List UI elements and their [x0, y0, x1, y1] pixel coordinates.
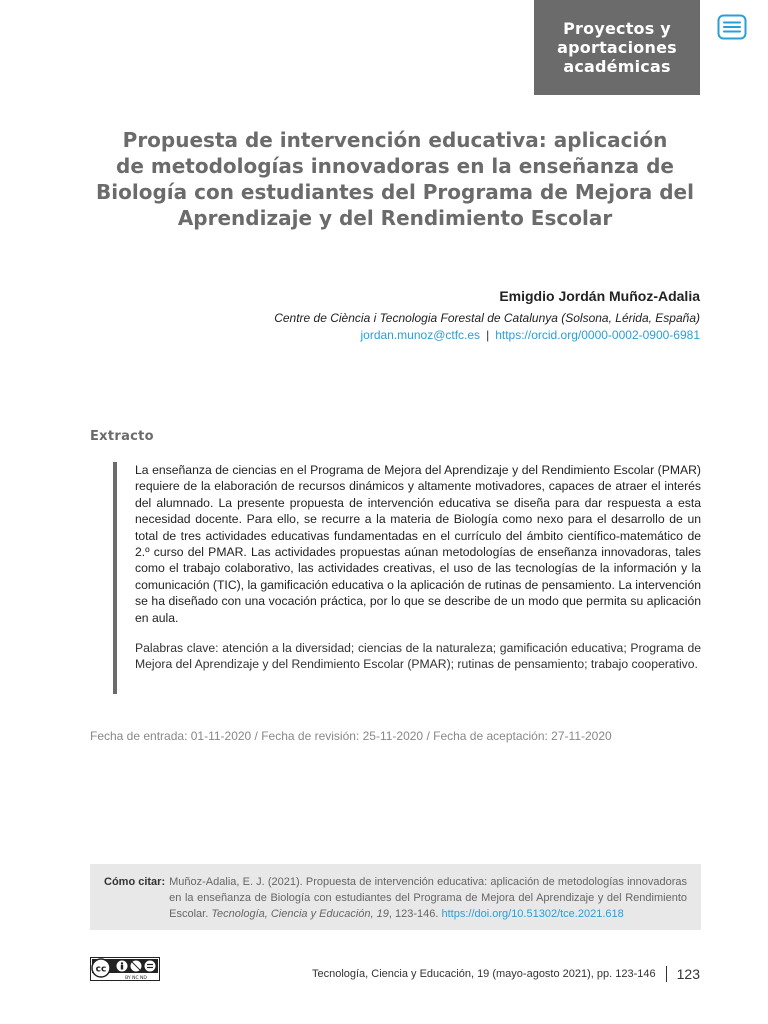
- keywords: [135, 640, 701, 673]
- section-tab-line1: Proyectos y: [563, 19, 671, 38]
- abstract-text: La enseñanza de ciencias en el Programa de Mejora del Aprendizaje y del Rendimiento Escolar (PMAR) requiere de la elaboración de recursos dinámicos y altamente motivadores, capaces de atraer el interés del alumnado. La presente propuesta de intervención educativa se diseña para dar respuesta a esta necesidad docente. Para ello, se recurre a la materia de Biología como nexo para el desarrollo de un total de tres actividades educativas fundamentadas en el currículo del ámbito científico-matemático de 2.º curso del PMAR. Las actividades propuestas aúnan metodologías de enseñanza innovadoras, tales como el trabajo colaborativo, las actividades creativas, el uso de las tecnologías de la información y la comunicación (TIC), la gamificación educativa o la aplicación de rutinas de pensamiento. La intervención se ha diseñado con una vocación práctica, por lo que se describe de un modo que permita su aplicación en aula.: [135, 463, 701, 625]
- cc-sub-labels: BY NC ND: [125, 976, 147, 981]
- article-title: [80, 127, 710, 231]
- citation-label: Cómo citar:: [104, 876, 166, 888]
- creative-commons-by-nc-nd-icon[interactable]: [90, 957, 160, 981]
- page-number: 123: [676, 966, 700, 982]
- orcid-link[interactable]: https://orcid.org/0000-0002-0900-6981: [495, 328, 700, 342]
- extract-heading: Extracto: [90, 429, 154, 444]
- title-line: Biología con estudiantes del Programa de Mejora del: [96, 180, 694, 204]
- citation-pages: , 123-146.: [388, 908, 439, 920]
- hamburger-menu-icon[interactable]: [717, 14, 747, 40]
- section-tab: [534, 0, 700, 95]
- doi-link[interactable]: https://doi.org/10.51302/tce.2021.618: [441, 908, 624, 920]
- contact-separator: |: [486, 328, 490, 342]
- title-line: Propuesta de intervención educativa: aplicación: [122, 128, 668, 152]
- title-line: de metodologías innovadoras en la enseñanza de: [116, 154, 674, 178]
- citation-body: Muñoz-Adalia, E. J. (2021). Propuesta de intervención educativa: aplicación de metodologías innovadoras en la enseñanza de Biología con estudiantes del Programa de Mejora del Aprendizaje y del Rendimiento Escolar.: [169, 876, 687, 920]
- keywords-label: Palabras clave:: [135, 641, 219, 656]
- title-line: Aprendizaje y del Rendimiento Escolar: [177, 206, 613, 230]
- footer-journal: Tecnología, Ciencia y Educación, 19 (mayo-agosto 2021), pp. 123-146: [311, 968, 656, 980]
- keywords-text: atención a la diversidad; ciencias de la naturaleza; gamificación educativa; Programa de Mejora del Aprendizaje y del Rendimiento Escolar (PMAR); rutinas de pensamiento; trabajo cooperativo.: [135, 641, 702, 672]
- abstract-box: [113, 462, 701, 694]
- citation-journal: Tecnología, Ciencia y Educación, 19: [211, 908, 389, 920]
- publication-dates: Fecha de entrada: 01-11-2020 / Fecha de revisión: 25-11-2020 / Fecha de aceptación: 27-11-2020: [90, 729, 612, 743]
- cc-badge-text: cc: [95, 964, 107, 975]
- citation-text: [169, 874, 687, 930]
- author-contact: [360, 328, 700, 342]
- citation-box: [90, 864, 701, 930]
- email-link[interactable]: jordan.munoz@ctfc.es: [360, 328, 481, 342]
- author-affiliation: Centre de Ciència i Tecnologia Forestal de Catalunya (Solsona, Lérida, España): [274, 311, 700, 325]
- section-tab-line2: aportaciones: [557, 38, 677, 57]
- author-name: Emigdio Jordán Muñoz-Adalia: [499, 288, 700, 304]
- page-footer: [312, 966, 700, 982]
- footer-divider: [666, 966, 667, 982]
- section-tab-line3: académicas: [563, 57, 671, 76]
